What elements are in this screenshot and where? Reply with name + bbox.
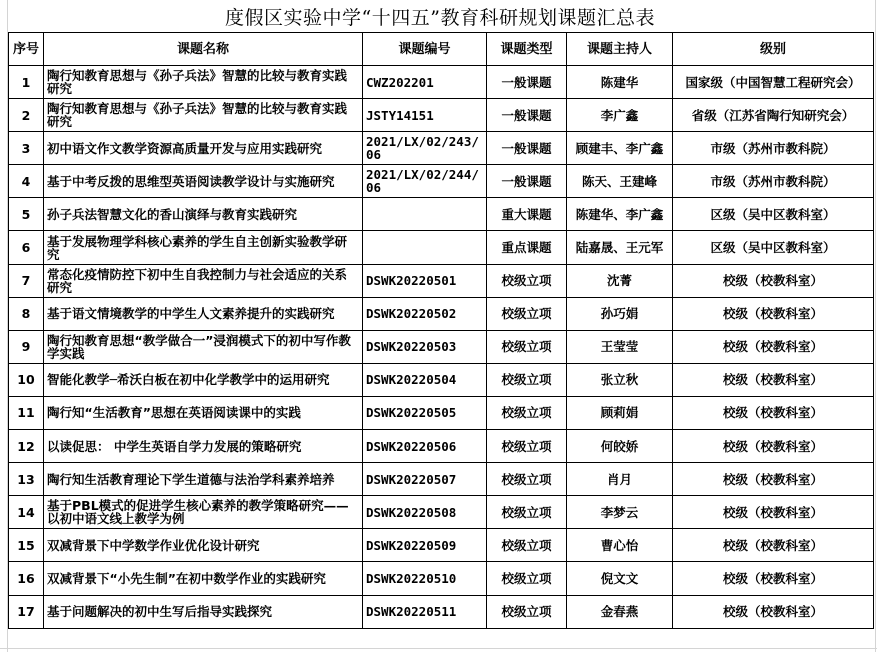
row-index-cell[interactable]: 7 bbox=[9, 264, 44, 297]
row-index-cell[interactable]: 5 bbox=[9, 198, 44, 231]
project-type-cell[interactable]: 校级立项 bbox=[487, 264, 567, 297]
project-level-cell[interactable]: 区级（吴中区教科室） bbox=[673, 231, 874, 264]
table-row bbox=[9, 297, 874, 330]
project-name-cell[interactable]: 双减背景下“小先生制”在初中数学作业的实践研究 bbox=[44, 562, 363, 595]
table-row bbox=[9, 562, 874, 595]
project-host-cell[interactable]: 陆嘉晟、王元军 bbox=[567, 231, 673, 264]
column-header-name[interactable]: 课题名称 bbox=[44, 33, 363, 66]
project-name-cell[interactable]: 陶行知教育思想与《孙子兵法》智慧的比较与教育实践研究 bbox=[44, 99, 363, 132]
project-host-cell[interactable]: 顾莉娟 bbox=[567, 396, 673, 429]
row-index-cell[interactable]: 10 bbox=[9, 363, 44, 396]
project-host-cell[interactable]: 沈菁 bbox=[567, 264, 673, 297]
project-code-cell[interactable]: CWZ202201 bbox=[363, 66, 487, 99]
table-row bbox=[9, 430, 874, 463]
project-name-cell[interactable]: 陶行知教育思想与《孙子兵法》智慧的比较与教育实践研究 bbox=[44, 66, 363, 99]
project-name-cell[interactable]: 双减背景下中学数学作业优化设计研究 bbox=[44, 529, 363, 562]
project-code-cell[interactable] bbox=[363, 231, 487, 264]
sheet-gridline bbox=[0, 648, 877, 649]
project-level-cell[interactable]: 校级（校教科室） bbox=[673, 595, 874, 628]
project-code-cell[interactable]: DSWK20220508 bbox=[363, 496, 487, 529]
project-code-cell[interactable]: DSWK20220506 bbox=[363, 430, 487, 463]
project-name-cell[interactable]: 智能化教学─希沃白板在初中化学教学中的运用研究 bbox=[44, 363, 363, 396]
project-level-cell[interactable]: 校级（校教科室） bbox=[673, 396, 874, 429]
row-index-cell[interactable]: 16 bbox=[9, 562, 44, 595]
project-name-cell[interactable]: 基于PBL模式的促进学生核心素养的教学策略研究——以初中语文线上教学为例 bbox=[44, 496, 363, 529]
page-title: 度假区实验中学“十四五”教育科研规划课题汇总表 bbox=[225, 6, 655, 29]
project-code-cell[interactable]: DSWK20220505 bbox=[363, 396, 487, 429]
project-code-cell[interactable]: DSWK20220507 bbox=[363, 463, 487, 496]
row-index-cell[interactable]: 8 bbox=[9, 297, 44, 330]
row-index-cell[interactable]: 9 bbox=[9, 330, 44, 363]
project-level-cell[interactable]: 校级（校教科室） bbox=[673, 264, 874, 297]
project-code-cell[interactable]: DSWK20220501 bbox=[363, 264, 487, 297]
table-row bbox=[9, 231, 874, 264]
project-summary-table bbox=[8, 32, 874, 629]
row-index-cell[interactable]: 6 bbox=[9, 231, 44, 264]
project-name-cell[interactable]: 基于发展物理学科核心素养的学生自主创新实验教学研究 bbox=[44, 231, 363, 264]
row-index-cell[interactable]: 3 bbox=[9, 132, 44, 165]
project-host-cell[interactable]: 倪文文 bbox=[567, 562, 673, 595]
row-index-cell[interactable]: 17 bbox=[9, 595, 44, 628]
table-row bbox=[9, 264, 874, 297]
table-row bbox=[9, 496, 874, 529]
project-type-cell[interactable]: 一般课题 bbox=[487, 99, 567, 132]
project-code-cell[interactable] bbox=[363, 198, 487, 231]
table-row bbox=[9, 165, 874, 198]
row-index-cell[interactable]: 2 bbox=[9, 99, 44, 132]
table-row bbox=[9, 396, 874, 429]
project-code-cell[interactable]: DSWK20220503 bbox=[363, 330, 487, 363]
project-type-cell[interactable]: 一般课题 bbox=[487, 66, 567, 99]
project-level-cell[interactable]: 校级（校教科室） bbox=[673, 330, 874, 363]
project-type-cell[interactable]: 一般课题 bbox=[487, 132, 567, 165]
table-row bbox=[9, 363, 874, 396]
project-level-cell[interactable]: 校级（校教科室） bbox=[673, 297, 874, 330]
project-level-cell[interactable]: 校级（校教科室） bbox=[673, 430, 874, 463]
project-name-cell[interactable]: 孙子兵法智慧文化的香山演绎与教育实践研究 bbox=[44, 198, 363, 231]
project-type-cell[interactable]: 校级立项 bbox=[487, 529, 567, 562]
project-type-cell[interactable]: 校级立项 bbox=[487, 330, 567, 363]
project-host-cell[interactable]: 肖月 bbox=[567, 463, 673, 496]
project-type-cell[interactable]: 校级立项 bbox=[487, 562, 567, 595]
table-row bbox=[9, 595, 874, 628]
project-type-cell[interactable]: 重点课题 bbox=[487, 231, 567, 264]
project-host-cell[interactable]: 顾建丰、李广鑫 bbox=[567, 132, 673, 165]
table-row bbox=[9, 463, 874, 496]
project-name-cell[interactable]: 常态化疫情防控下初中生自我控制力与社会适应的关系研究 bbox=[44, 264, 363, 297]
project-name-cell[interactable]: 陶行知生活教育理论下学生道德与法治学科素养培养 bbox=[44, 463, 363, 496]
project-host-cell[interactable]: 陈建华、李广鑫 bbox=[567, 198, 673, 231]
project-host-cell[interactable]: 李广鑫 bbox=[567, 99, 673, 132]
project-name-cell[interactable]: 陶行知“生活教育”思想在英语阅读课中的实践 bbox=[44, 396, 363, 429]
table-row bbox=[9, 99, 874, 132]
table-row bbox=[9, 132, 874, 165]
sheet-gridline bbox=[875, 0, 876, 652]
table-row bbox=[9, 66, 874, 99]
project-name-cell[interactable]: 基于语文情境教学的中学生人文素养提升的实践研究 bbox=[44, 297, 363, 330]
project-level-cell[interactable]: 市级（苏州市教科院） bbox=[673, 165, 874, 198]
project-type-cell[interactable]: 校级立项 bbox=[487, 430, 567, 463]
project-host-cell[interactable]: 孙巧娟 bbox=[567, 297, 673, 330]
project-level-cell[interactable]: 校级（校教科室） bbox=[673, 529, 874, 562]
project-level-cell[interactable]: 校级（校教科室） bbox=[673, 562, 874, 595]
row-index-cell[interactable]: 11 bbox=[9, 396, 44, 429]
project-type-cell[interactable]: 校级立项 bbox=[487, 396, 567, 429]
project-level-cell[interactable]: 省级（江苏省陶行知研究会） bbox=[673, 99, 874, 132]
row-index-cell[interactable]: 15 bbox=[9, 529, 44, 562]
project-code-cell[interactable]: DSWK20220504 bbox=[363, 363, 487, 396]
project-host-cell[interactable]: 陈天、王建峰 bbox=[567, 165, 673, 198]
project-level-cell[interactable]: 区级（吴中区教科室） bbox=[673, 198, 874, 231]
project-type-cell[interactable]: 一般课题 bbox=[487, 165, 567, 198]
project-type-cell[interactable]: 校级立项 bbox=[487, 297, 567, 330]
project-type-cell[interactable]: 校级立项 bbox=[487, 363, 567, 396]
table-row bbox=[9, 529, 874, 562]
project-name-cell[interactable]: 基于问题解决的初中生写后指导实践探究 bbox=[44, 595, 363, 628]
project-code-cell[interactable]: DSWK20220502 bbox=[363, 297, 487, 330]
project-level-cell[interactable]: 校级（校教科室） bbox=[673, 463, 874, 496]
project-host-cell[interactable]: 李梦云 bbox=[567, 496, 673, 529]
project-host-cell[interactable]: 张立秋 bbox=[567, 363, 673, 396]
project-level-cell[interactable]: 校级（校教科室） bbox=[673, 496, 874, 529]
project-host-cell[interactable]: 曹心怡 bbox=[567, 529, 673, 562]
project-type-cell[interactable]: 校级立项 bbox=[487, 595, 567, 628]
project-name-cell[interactable]: 初中语文作文教学资源高质量开发与应用实践研究 bbox=[44, 132, 363, 165]
row-index-cell[interactable]: 4 bbox=[9, 165, 44, 198]
row-index-cell[interactable]: 14 bbox=[9, 496, 44, 529]
column-header-host[interactable]: 课题主持人 bbox=[567, 33, 673, 66]
project-code-cell[interactable]: 2021/LX/02/244/06 bbox=[363, 165, 487, 198]
project-host-cell[interactable]: 陈建华 bbox=[567, 66, 673, 99]
project-level-cell[interactable]: 国家级（中国智慧工程研究会） bbox=[673, 66, 874, 99]
project-code-cell[interactable]: DSWK20220511 bbox=[363, 595, 487, 628]
row-index-cell[interactable]: 12 bbox=[9, 430, 44, 463]
project-name-cell[interactable]: 基于中考反拨的思维型英语阅读教学设计与实施研究 bbox=[44, 165, 363, 198]
project-host-cell[interactable]: 王莹莹 bbox=[567, 330, 673, 363]
row-index-cell[interactable]: 1 bbox=[9, 66, 44, 99]
project-code-cell[interactable]: DSWK20220509 bbox=[363, 529, 487, 562]
table-row bbox=[9, 330, 874, 363]
project-code-cell[interactable]: JSTY14151 bbox=[363, 99, 487, 132]
project-code-cell[interactable]: DSWK20220510 bbox=[363, 562, 487, 595]
column-header-level[interactable]: 级别 bbox=[673, 33, 874, 66]
table-row bbox=[9, 198, 874, 231]
project-host-cell[interactable]: 金春燕 bbox=[567, 595, 673, 628]
column-header-code[interactable]: 课题编号 bbox=[363, 33, 487, 66]
project-type-cell[interactable]: 校级立项 bbox=[487, 463, 567, 496]
project-name-cell[interactable]: 以读促思： 中学生英语自学力发展的策略研究 bbox=[44, 430, 363, 463]
header-row bbox=[9, 33, 874, 66]
project-type-cell[interactable]: 校级立项 bbox=[487, 496, 567, 529]
row-index-cell[interactable]: 13 bbox=[9, 463, 44, 496]
project-type-cell[interactable]: 重大课题 bbox=[487, 198, 567, 231]
column-header-index[interactable]: 序号 bbox=[9, 33, 44, 66]
project-level-cell[interactable]: 校级（校教科室） bbox=[673, 363, 874, 396]
column-header-type[interactable]: 课题类型 bbox=[487, 33, 567, 66]
project-name-cell[interactable]: 陶行知教育思想“教学做合一”浸润模式下的初中写作教学实践 bbox=[44, 330, 363, 363]
project-code-cell[interactable]: 2021/LX/02/243/06 bbox=[363, 132, 487, 165]
project-host-cell[interactable]: 何皎娇 bbox=[567, 430, 673, 463]
project-level-cell[interactable]: 市级（苏州市教科院） bbox=[673, 132, 874, 165]
